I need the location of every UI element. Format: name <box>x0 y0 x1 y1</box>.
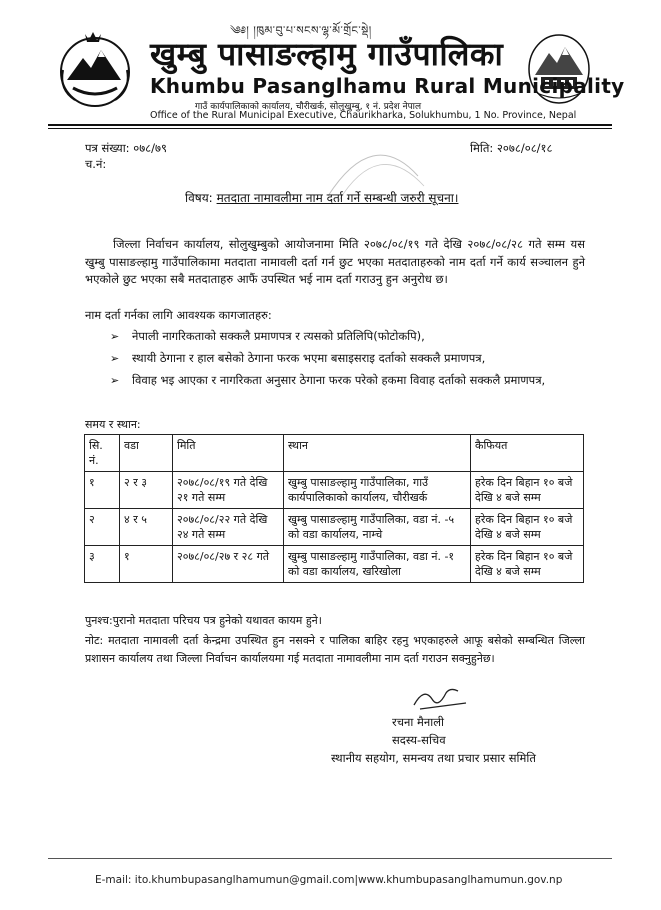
footer-contact: E-mail: ito.khumbupasanglhamumun@gmail.com|www.khumbupasanglhamumun.gov.np <box>95 874 563 886</box>
signatory-name: रचना मैनाली <box>392 715 445 729</box>
table-header-row <box>85 435 584 472</box>
header-sn: सि. नं. <box>85 435 120 472</box>
reference-number: पत्र संख्या: ०७८/७९ <box>85 141 167 155</box>
municipality-title-english: Khumbu Pasanglhamu Rural Municipality <box>150 74 625 98</box>
list-item: ➢ स्थायी ठेगाना र हाल बसेको ठेगाना फरक भएमा बसाइसराइ दर्ताको सक्कलै प्रमाणपत्र, <box>110 351 486 365</box>
tibetan-header-line: ༄༅། །ཁུམ་བུ་པ་སངས་ལྷ་མོ་གྲོང་སྡེ། <box>230 24 372 37</box>
requirements-title: नाम दर्ता गर्नका लागि आवश्यक कागजातहरु: <box>85 308 272 322</box>
requirements-list <box>110 328 580 394</box>
signatory-title: सदस्य-सचिव <box>392 733 446 747</box>
list-item: ➢ नेपाली नागरिकताको सक्कलै प्रमाणपत्र र त्यसको प्रतिलिपि(फोटोकपि), <box>110 329 425 343</box>
schedule-title: समय र स्थान: <box>85 418 141 431</box>
table-row: २ ४ र ५ २०७८/०८/२२ गते देखि २४ गते सम्म खुम्बु पासाङल्हामु गाउँपालिका, वडा नं. -५ को वडा कार्यालय, नाम्चे हरेक दिन बिहान १० बजे देखि ४ बजे सम्म <box>85 509 584 546</box>
footer-divider <box>48 858 612 859</box>
address-nepali: गाउँ कार्यपालिकाको कार्यालय, चौरीखर्क, सोलुखुम्बु, १ नं. प्रदेश नेपाल <box>195 102 422 112</box>
signature-mark <box>410 683 470 713</box>
subject-text: मतदाता नामावलीमा नाम दर्ता गर्ने सम्बन्धी जरुरी सूचना। <box>216 191 459 205</box>
dispatch-number: च.नं: <box>85 157 107 171</box>
postscript: पुनश्च:पुरानो मतदाता परिचय पत्र हुनेको यथावत कायम हुने। <box>85 614 322 627</box>
body-paragraph: जिल्ला निर्वाचन कार्यालय, सोलुखुम्बुको आयोजनामा मिति २०७८/०८/१९ गते देखि २०७८/०८/२८ गते सम्म यस खुम्बु पासाङल्हामु गाउँपालिकामा मतदाता नामावली दर्ता गर्न छुट भएका मतदाताहरुको नाम दर्ता गर्ने कार्य सञ्चालन हुने भएकोले छुट भएका सबै मतदाताहरु आफैं उपस्थित भई नाम दर्ता गराउनु हुन अनुरोध छ। <box>85 237 585 286</box>
header-ward: वडा <box>120 435 173 472</box>
arrow-bullet-icon: ➢ <box>110 330 120 343</box>
signatory-committee: स्थानीय सहयोग, समन्वय तथा प्रचार प्रसार समिति <box>331 751 536 765</box>
table-row: ३ १ २०७८/०८/२७ र २८ गते खुम्बु पासाङल्हामु गाउँपालिका, वडा नं. -१ को वडा कार्यालय, खरिखोला हरेक दिन बिहान १० बजे देखि ४ बजे सम्म <box>85 546 584 583</box>
arrow-bullet-icon: ➢ <box>110 352 120 365</box>
schedule-table <box>84 434 584 583</box>
subject-line <box>185 189 458 206</box>
header-place: स्थान <box>284 435 471 472</box>
arrow-bullet-icon: ➢ <box>110 374 120 387</box>
note-paragraph: नोट: मतदाता नामावली दर्ता केन्द्रमा उपस्थित हुन नसक्ने र पालिका बाहिर रहनु भएकाहरुले आफू बसेको सम्बन्धित जिल्ला प्रशासन कार्यालय तथा जिल्ला निर्वाचन कार्यालयमा गई मतदाता नामावलीमा नाम दर्ता गराउन सक्नुहुनेछ। <box>85 634 585 665</box>
list-item: ➢ विवाह भइ आएका र नागरिकता अनुसार ठेगाना फरक परेको हकमा विवाह दर्ताको सक्कलै प्रमाणपत्र, <box>110 373 546 387</box>
table-row: १ २ र ३ २०७८/०८/१९ गते देखि २१ गते सम्म खुम्बु पासाङल्हामु गाउँपालिका, गाउँ कार्यपालिकाको कार्यालय, चौरीखर्क हरेक दिन बिहान १० बजे देखि ४ बजे सम्म <box>85 472 584 509</box>
header-divider-thin <box>48 128 612 129</box>
subject-label: विषय: <box>185 191 213 205</box>
header-remarks: कैफियत <box>471 435 584 472</box>
header-date: मिति <box>173 435 284 472</box>
nepal-emblem-logo <box>55 30 135 110</box>
letter-date: मिति: २०७८/०८/१८ <box>470 141 553 155</box>
address-english: Office of the Rural Municipal Executive, Chaurikharka, Solukhumbu, 1 No. Province, Nepal <box>150 110 577 121</box>
municipality-title-nepali: खुम्बु पासाङल्हामु गाउँपालिका <box>150 35 504 73</box>
header-divider <box>48 124 612 126</box>
